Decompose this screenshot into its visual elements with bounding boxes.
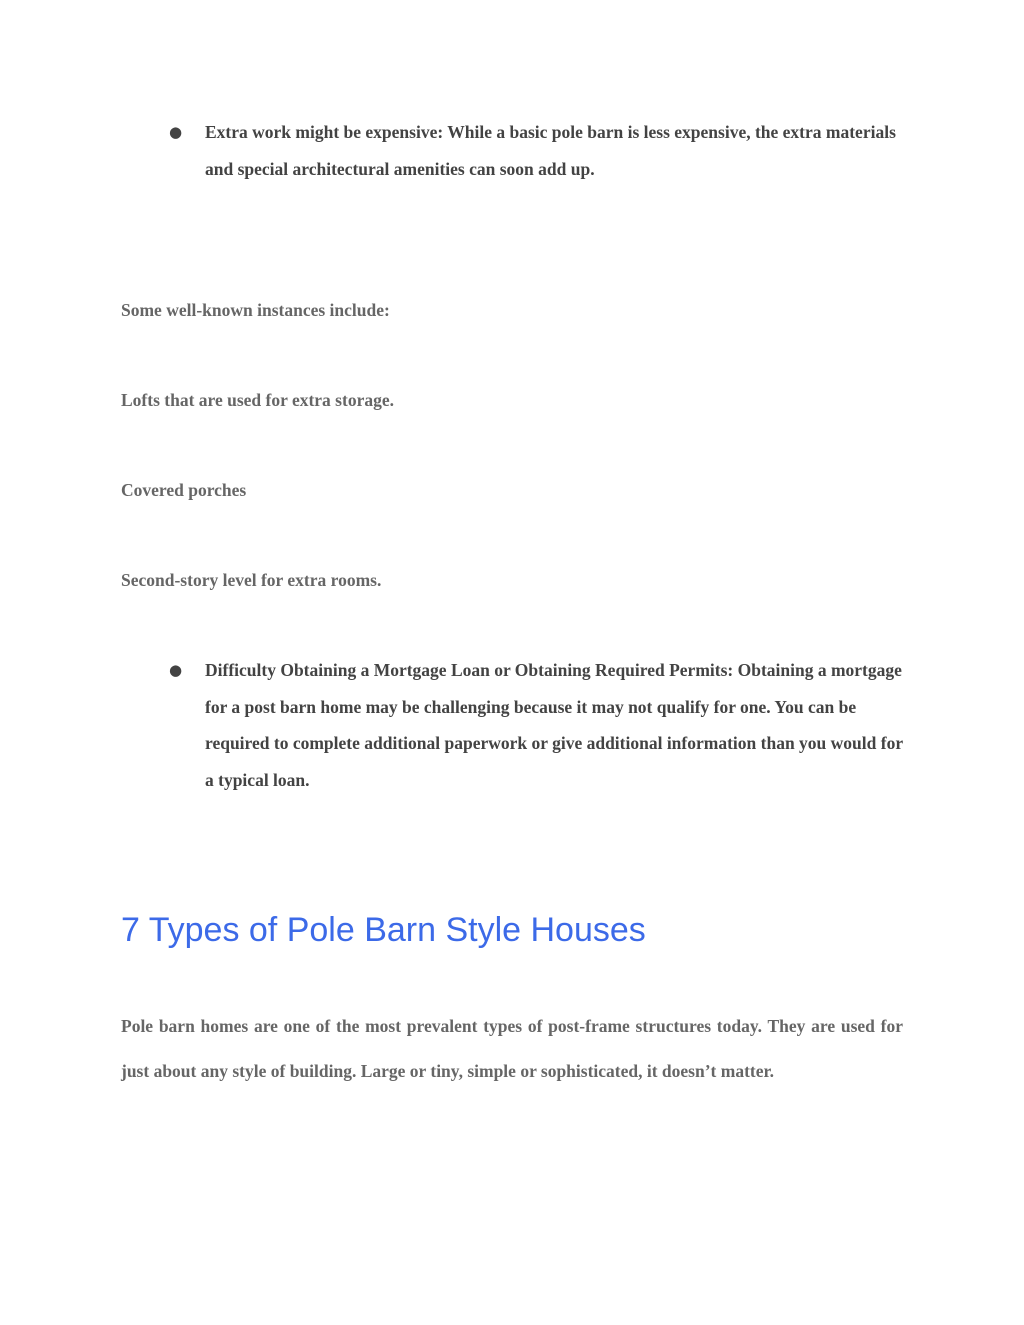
bullet-dot-icon: ● (169, 661, 183, 679)
section-heading: 7 Types of Pole Barn Style Houses (121, 911, 646, 949)
paragraph-instances-intro: Some well-known instances include: (121, 300, 390, 320)
paragraph-covered-porches: Covered porches (121, 480, 247, 500)
bullet-item-mortgage (169, 652, 905, 798)
bullet-item-extra-work (169, 114, 905, 187)
paragraph-lofts: Lofts that are used for extra storage. (121, 390, 394, 410)
bullet-text: Extra work might be expensive: While a basic pole barn is less expensive, the extra materials and special architectural amenities can soon add up. (205, 122, 896, 179)
paragraph-second-story: Second-story level for extra rooms. (121, 570, 382, 590)
bullet-text: Difficulty Obtaining a Mortgage Loan or Obtaining Required Permits: Obtaining a mortgage for a post barn home may be challenging because it may not qualify for one. You can be required to complete additional paperwork or give additional information than you would for a typical loan. (205, 660, 903, 790)
section-body-paragraph: Pole barn homes are one of the most prevalent types of post-frame structures today. They are used for just about any style of building. Large or tiny, simple or sophisticated, it doesn’t matter. (121, 1016, 903, 1081)
bullet-dot-icon: ● (169, 123, 183, 141)
